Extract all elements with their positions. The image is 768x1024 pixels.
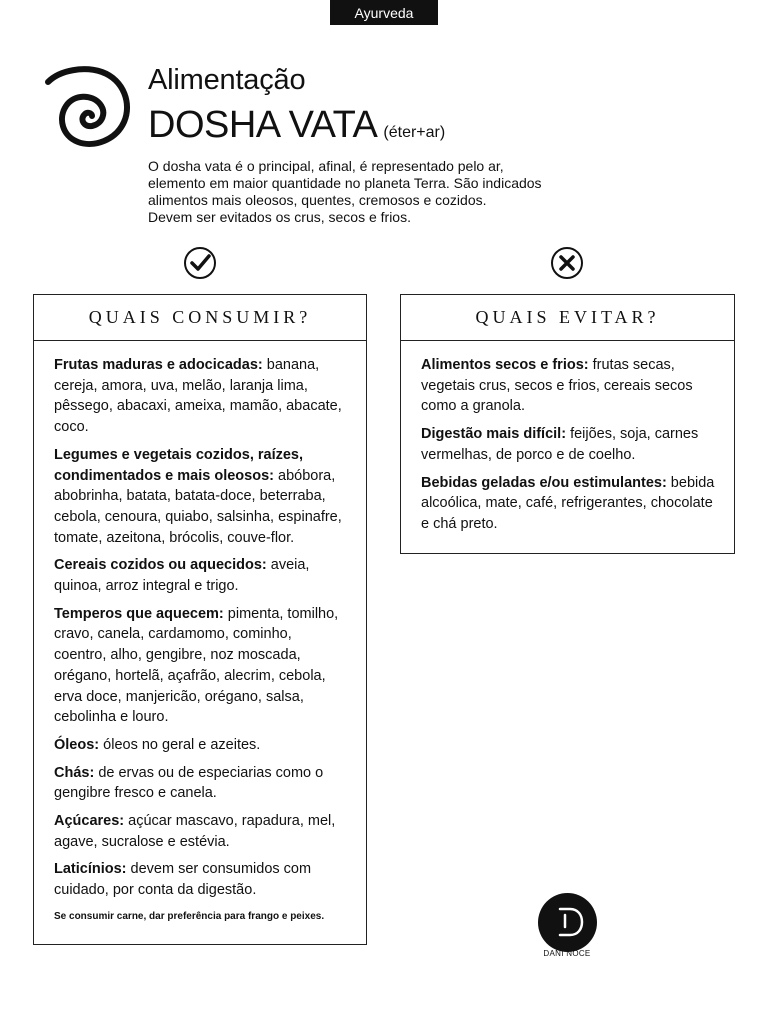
- list-item: [54, 604, 348, 728]
- intro-line: O dosha vata é o principal, afinal, é representado pelo ar,: [148, 158, 504, 174]
- item-label: Alimentos secos e frios:: [421, 357, 589, 373]
- item-text: de ervas ou de especiarias como o gengibre fresco e canela.: [54, 764, 324, 802]
- item-text: açúcar mascavo, rapadura, mel, agave, sucralose e estévia.: [54, 813, 336, 850]
- page-title: [148, 104, 445, 147]
- item-text: óleos no geral e azeites.: [99, 736, 261, 753]
- item-text: pimenta, tomilho, cravo, canela, cardamomo, cominho, coentro, alho, gengibre, noz moscada, orégano, hortelã, açafrão, alecrim, cebola, erva doce, manjericão, orégano, salsa, cebolinha e louro.: [54, 605, 339, 726]
- item-label: Temperos que aquecem:: [54, 605, 224, 622]
- list-item: [421, 424, 716, 465]
- meat-note: Se consumir carne, dar preferência para frango e peixes.: [54, 910, 325, 922]
- consume-panel-title: QUAIS CONSUMIR?: [34, 295, 366, 341]
- item-text: abóbora, abobrinha, batata, batata-doce, beterraba, cebola, cenoura, quiabo, salsinha, espinafre, tomate, azeitona, brócolis, couve-flor.: [54, 467, 342, 546]
- list-item: [421, 473, 716, 535]
- item-label: Bebidas geladas e/ou estimulantes:: [421, 474, 667, 491]
- item-text: frutas secas, vegetais crus, secos e frios, cereais secos como a granola.: [421, 357, 693, 415]
- item-label: Digestão mais difícil:: [421, 426, 567, 443]
- brand-name: DANI NOCE: [543, 949, 591, 958]
- consume-panel: [33, 294, 367, 945]
- avoid-panel: [400, 294, 735, 554]
- item-label: Frutas maduras e adocicadas:: [54, 357, 263, 373]
- list-item: [54, 555, 348, 596]
- brand-monogram-icon: [538, 893, 597, 952]
- list-item: [54, 355, 348, 438]
- list-item: [54, 859, 348, 900]
- check-circle-icon: [183, 246, 217, 280]
- page-subtitle: (éter+ar): [383, 124, 446, 141]
- category-tag: Ayurveda: [330, 0, 438, 25]
- item-label: Cereais cozidos ou aquecidos:: [54, 557, 267, 574]
- intro-line: alimentos mais oleosos, quentes, cremosos e cozidos.: [148, 192, 487, 208]
- list-item: [421, 355, 716, 417]
- intro-line: Devem ser evitados os crus, secos e frios.: [148, 209, 411, 225]
- list-item: [54, 763, 348, 804]
- avoid-list: [401, 341, 734, 552]
- item-text: feijões, soja, carnes vermelhas, de porco e de coelho.: [421, 426, 699, 463]
- page-title-text: DOSHA VATA: [148, 104, 378, 146]
- item-label: Laticínios:: [54, 861, 127, 878]
- item-label: Óleos:: [54, 736, 100, 753]
- item-text: bebida alcoólica, mate, café, refrigerantes, chocolate e chá preto.: [421, 474, 715, 532]
- list-item: [54, 445, 348, 549]
- x-circle-icon: [550, 246, 584, 280]
- list-item: [54, 735, 348, 756]
- item-text: devem ser consumidos com cuidado, por conta da digestão.: [54, 861, 312, 899]
- list-item: [54, 811, 348, 852]
- item-label: Açúcares:: [54, 813, 125, 830]
- page-kicker: Alimentação: [148, 64, 306, 96]
- item-label: Chás:: [54, 764, 95, 781]
- brand-logo: [538, 893, 597, 952]
- item-text: aveia, quinoa, arroz integral e trigo.: [54, 557, 310, 595]
- consume-list: [34, 341, 366, 932]
- intro-text: [148, 158, 568, 226]
- spiral-icon: [44, 64, 134, 150]
- item-label: Legumes e vegetais cozidos, raízes, condimentados e mais oleosos:: [54, 446, 304, 484]
- intro-line: elemento em maior quantidade no planeta Terra. São indicados: [148, 175, 542, 191]
- avoid-panel-title: QUAIS EVITAR?: [401, 295, 734, 341]
- item-text: banana, cereja, amora, uva, melão, laranja lima, pêssego, abacaxi, ameixa, mamão, abacate, coco.: [54, 357, 342, 436]
